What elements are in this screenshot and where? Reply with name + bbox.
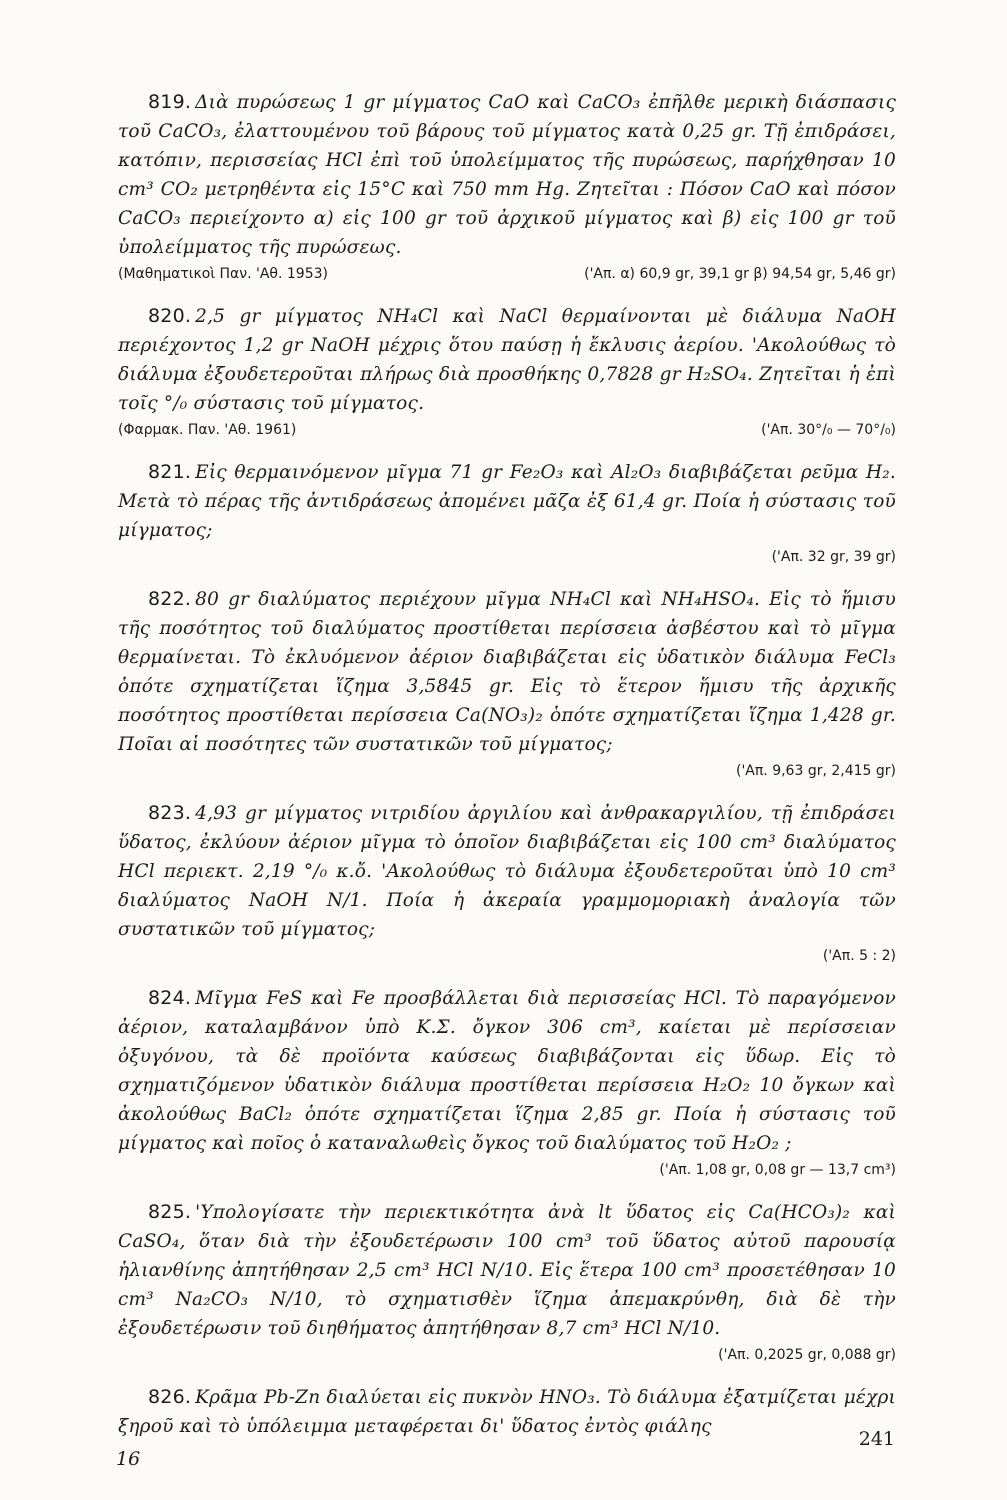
problem-answer: ('Απ. α) 60,9 gr, 39,1 gr β) 94,54 gr, 5,46 gr) bbox=[584, 266, 896, 282]
problem-text bbox=[118, 1198, 896, 1343]
problem-body: 'Υπολογίσατε τὴν περιεκτικότητα ἀνὰ lt ὕδατος εἰς Ca(HCO₃)₂ καὶ CaSO₄, ὅταν διὰ τὴν ἐξουδετέρωσιν 100 cm³ τοῦ ὕδατος αὐτοῦ παρουσίᾳ ἡλιανθίνης ἀπητήθησαν 2,5 cm³ HCl N/10. Εἰς ἕτερα 100 cm³ προσετέθησαν 10 cm³ Na₂CO₃ N/10, τὸ σχηματισθὲν ἵζημα ἀπεμακρύνθη, διὰ δὲ τὴν ἐξουδετέρωσιν τοῦ διηθήματος ἀπητήθησαν 8,7 cm³ HCl N/10. bbox=[118, 1202, 896, 1339]
problem-text bbox=[118, 88, 896, 262]
problem-number: 819. bbox=[148, 91, 192, 113]
problem-answer: ('Απ. 30°/₀ — 70°/₀) bbox=[761, 422, 896, 438]
problem-answer: ('Απ. 9,63 gr, 2,415 gr) bbox=[735, 763, 896, 779]
problem-text bbox=[118, 585, 896, 759]
problem-meta bbox=[118, 418, 896, 442]
problem-826 bbox=[118, 1383, 896, 1441]
problem-number: 820. bbox=[148, 305, 192, 327]
page-number: 241 bbox=[858, 1428, 895, 1450]
problem-825 bbox=[118, 1198, 896, 1367]
problem-number: 821. bbox=[148, 461, 192, 483]
problem-text bbox=[118, 799, 896, 944]
problem-text bbox=[118, 458, 896, 545]
problem-body: 80 gr διαλύματος περιέχουν μῖγμα NH₄Cl καὶ NH₄HSO₄. Εἰς τὸ ἥμισυ τῆς ποσότητος τοῦ διαλύματος προστίθεται περίσσεια ἀσβέστου καὶ τὸ μῖγμα θερμαίνεται. Τὸ ἐκλυόμενον ἀέριον διαβιβάζεται εἰς ὑδατικὸν διάλυμα FeCl₃ ὁπότε σχηματίζεται ἵζημα 3,5845 gr. Εἰς τὸ ἕτερον ἥμισυ τῆς ἀρχικῆς ποσότητος προστίθεται περίσσεια Ca(NO₃)₂ ὁπότε σχηματίζεται ἵζημα 1,428 gr. Ποῖαι αἱ ποσότητες τῶν συστατικῶν τοῦ μίγματος; bbox=[118, 589, 896, 755]
problem-819 bbox=[118, 88, 896, 286]
problem-number: 826. bbox=[148, 1386, 192, 1408]
problem-answer: ('Απ. 1,08 gr, 0,08 gr — 13,7 cm³) bbox=[659, 1162, 896, 1178]
page-content bbox=[118, 88, 896, 1457]
problem-text bbox=[118, 302, 896, 418]
problem-source: (Φαρμακ. Παν. 'Αθ. 1961) bbox=[118, 422, 297, 438]
problem-822 bbox=[118, 585, 896, 783]
problem-answer: ('Απ. 5 : 2) bbox=[822, 948, 896, 964]
problem-820 bbox=[118, 302, 896, 442]
problem-824 bbox=[118, 984, 896, 1182]
problem-text bbox=[118, 1383, 896, 1441]
problem-body: 2,5 gr μίγματος NH₄Cl καὶ NaCl θερμαίνονται μὲ διάλυμα NaOH περιέχοντος 1,2 gr NaOH μέχρις ὅτου παύσῃ ἡ ἔκλυσις ἀερίου. 'Ακολούθως τὸ διάλυμα ἐξουδετεροῦται πλήρως διὰ προσθήκης 0,7828 gr H₂SO₄. Ζητεῖται ἡ ἐπὶ τοῖς °/₀ σύστασις τοῦ μίγματος. bbox=[118, 306, 896, 414]
problem-number: 823. bbox=[148, 802, 192, 824]
problem-answer: ('Απ. 0,2025 gr, 0,088 gr) bbox=[718, 1347, 896, 1363]
problem-meta bbox=[118, 262, 896, 286]
problem-number: 822. bbox=[148, 588, 192, 610]
problem-body: Μῖγμα FeS καὶ Fe προσβάλλεται διὰ περισσείας HCl. Τὸ παραγόμενον ἀέριον, καταλαμβάνον ὑπὸ Κ.Σ. ὄγκον 306 cm³, καίεται μὲ περίσσειαν ὀξυγόνου, τὰ δὲ προϊόντα καύσεως διαβιβάζονται εἰς ὕδωρ. Εἰς τὸ σχηματιζόμενον ὑδατικὸν διάλυμα προστίθεται περίσσεια H₂O₂ 10 ὄγκων καὶ ἀκολούθως BaCl₂ ὁπότε σχηματίζεται ἵζημα 2,85 gr. Ποία ἡ σύστασις τοῦ μίγματος καὶ ποῖος ὁ καταναλωθεὶς ὄγκος τοῦ διαλύματος τοῦ H₂O₂ ; bbox=[118, 988, 896, 1154]
problem-body: Κρᾶμα Pb-Zn διαλύεται εἰς πυκνὸν HNO₃. Τὸ διάλυμα ἐξατμίζεται μέχρι ξηροῦ καὶ τὸ ὑπόλειμμα μεταφέρεται δι' ὕδατος ἐντὸς φιάλης bbox=[118, 1387, 896, 1437]
signature-mark: 16 bbox=[116, 1448, 141, 1470]
problem-text bbox=[118, 984, 896, 1158]
problem-number: 824. bbox=[148, 987, 192, 1009]
problem-823 bbox=[118, 799, 896, 968]
problem-number: 825. bbox=[148, 1201, 192, 1223]
problem-body: Εἰς θερμαινόμενον μῖγμα 71 gr Fe₂O₃ καὶ Al₂O₃ διαβιβάζεται ρεῦμα H₂. Μετὰ τὸ πέρας τῆς ἀντιδράσεως ἀπομένει μᾶζα ἐξ 61,4 gr. Ποία ἡ σύστασις τοῦ μίγματος; bbox=[118, 462, 896, 541]
problem-body: 4,93 gr μίγματος νιτριδίου ἀργιλίου καὶ ἀνθρακαργιλίου, τῇ ἐπιδράσει ὕδατος, ἐκλύουν ἀέριον μῖγμα τὸ ὁποῖον διαβιβάζεται εἰς 100 cm³ διαλύματος HCl περιεκτ. 2,19 °/₀ κ.ὄ. 'Ακολούθως τὸ διάλυμα ἐξουδετεροῦται ὑπὸ 10 cm³ διαλύματος NaOH N/1. Ποία ἡ ἀκεραία γραμμομοριακὴ ἀναλογία τῶν συστατικῶν τοῦ μίγματος; bbox=[118, 803, 896, 940]
problem-821 bbox=[118, 458, 896, 569]
problem-answer: ('Απ. 32 gr, 39 gr) bbox=[771, 549, 896, 565]
problem-body: Διὰ πυρώσεως 1 gr μίγματος CaO καὶ CaCO₃ ἐπῆλθε μερικὴ διάσπασις τοῦ CaCO₃, ἐλαττουμένου τοῦ βάρους τοῦ μίγματος κατὰ 0,25 gr. Τῇ ἐπιδράσει, κατόπιν, περισσείας HCl ἐπὶ τοῦ ὑπολείμματος τῆς πυρώσεως, παρήχθησαν 10 cm³ CO₂ μετρηθέντα εἰς 15°C καὶ 750 mm Hg. Ζητεῖται : Πόσον CaO καὶ πόσον CaCO₃ περιείχοντο α) εἰς 100 gr τοῦ ἀρχικοῦ μίγματος καὶ β) εἰς 100 gr τοῦ ὑπολείμματος τῆς πυρώσεως. bbox=[118, 92, 896, 258]
problem-source: (Μαθηματικοὶ Παν. 'Αθ. 1953) bbox=[118, 266, 328, 282]
